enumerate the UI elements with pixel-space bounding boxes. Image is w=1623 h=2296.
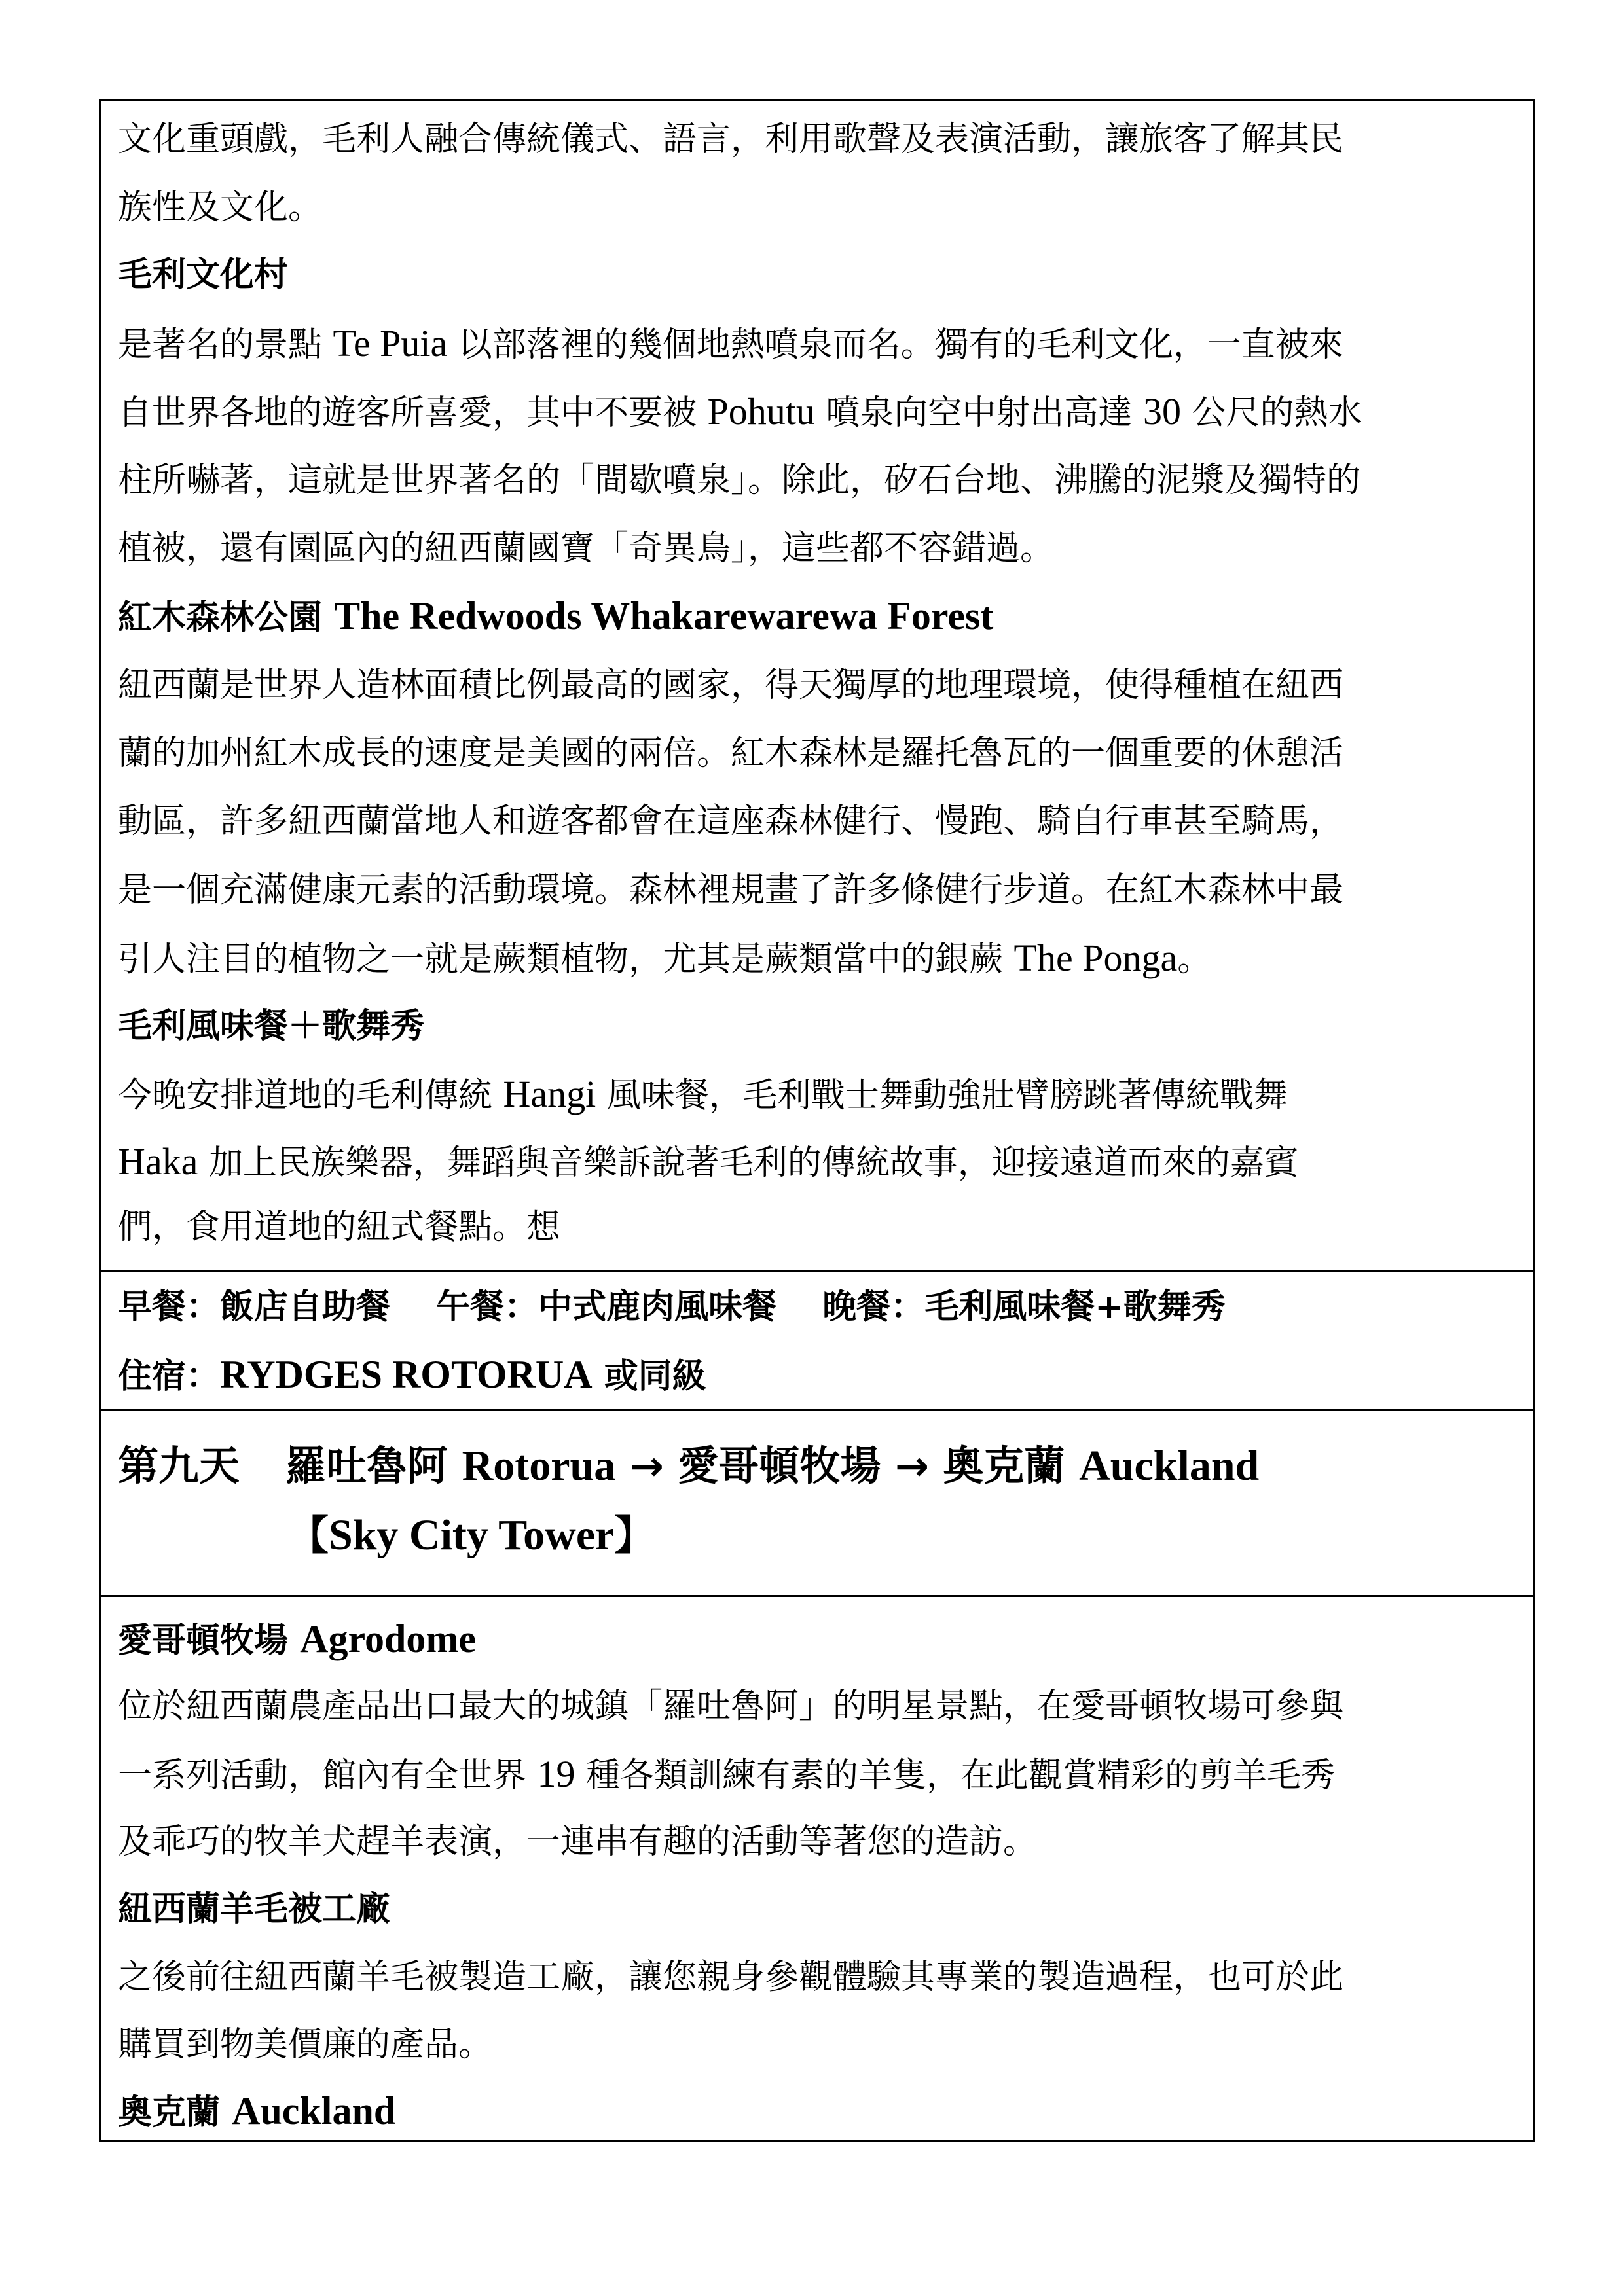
- redwoods-line-4: 是一個充滿健康元素的活動環境。森林裡規畫了許多條健行步道。在紅木森林中最: [118, 870, 1344, 910]
- auckland-title: 奧克蘭 Auckland: [118, 2089, 396, 2132]
- redwoods-line-5: 引人注目的植物之一就是蕨類植物，尤其是蕨類當中的銀蕨 The Ponga。: [118, 937, 1212, 979]
- maori-village-line-4: 植被，還有園區內的紐西蘭國寶「奇異鳥」，這些都不容錯過。: [118, 529, 1055, 568]
- maori-village-line-1: 是著名的景點 Te Puia 以部落裡的幾個地熱噴泉而名。獨有的毛利文化，一直被來: [118, 322, 1343, 365]
- dinner-show-title: 毛利風味餐＋歌舞秀: [118, 1007, 425, 1046]
- agrodome-line-3: 及乖巧的牧羊犬趕羊表演，一連串有趣的活動等著您的造訪。: [118, 1822, 1038, 1861]
- agrodome-line-2: 一系列活動，館內有全世界 19 種各類訓練有素的羊隻，在此觀賞精彩的剪羊毛秀: [118, 1753, 1336, 1795]
- hotel-line: 住宿：RYDGES ROTORUA 或同級: [118, 1353, 706, 1396]
- day-heading-line-1: 第九天 羅吐魯阿 Rotorua → 愛哥頓牧場 → 奧克蘭 Auckland: [118, 1442, 1260, 1490]
- intro-line-2: 族性及文化。: [118, 188, 323, 227]
- agrodome-line-1: 位於紐西蘭農產品出口最大的城鎮「羅吐魯阿」的明星景點，在愛哥頓牧場可參與: [118, 1687, 1344, 1726]
- dinner-show-line-2: Haka 加上民族樂器，舞蹈與音樂訴說著毛利的傳統故事，迎接遠道而來的嘉賓: [118, 1140, 1298, 1183]
- day-label: 第九天: [118, 1442, 240, 1490]
- wool-factory-line-1: 之後前往紐西蘭羊毛被製造工廠，讓您親身參觀體驗其專業的製造過程，也可於此: [118, 1958, 1344, 1997]
- itinerary-table: [99, 99, 1535, 2142]
- dinner-show-line-3: 們，食用道地的紐式餐點。想: [118, 1208, 561, 1247]
- day-heading-line-2: 【Sky City Tower】: [288, 1511, 655, 1559]
- redwoods-line-1: 紐西蘭是世界人造林面積比例最高的國家，得天獨厚的地理環境，使得種植在紐西: [118, 666, 1344, 705]
- maori-village-title: 毛利文化村: [118, 255, 289, 295]
- wool-factory-title: 紐西蘭羊毛被工廠: [118, 1890, 391, 1929]
- redwoods-line-3: 動區，許多紐西蘭當地人和遊客都會在這座森林健行、慢跑、騎自行車甚至騎馬，: [118, 802, 1344, 841]
- maori-village-line-3: 柱所嚇著，這就是世界著名的「間歇噴泉」。除此，矽石台地、沸騰的泥漿及獨特的: [118, 461, 1361, 500]
- intro-line-1: 文化重頭戲，毛利人融合傳統儀式、語言，利用歌聲及表演活動，讓旅客了解其民: [118, 120, 1344, 159]
- agrodome-title: 愛哥頓牧場 Agrodome: [118, 1617, 476, 1660]
- redwoods-title: 紅木森林公園 The Redwoods Whakarewarewa Forest: [118, 594, 994, 637]
- meals-section: [101, 1270, 1533, 1409]
- redwoods-line-2: 蘭的加州紅木成長的速度是美國的兩倍。紅木森林是羅托魯瓦的一個重要的休憩活: [118, 734, 1344, 773]
- attractions-section: [101, 101, 1533, 1270]
- day-heading-section: [101, 1409, 1533, 1595]
- meals-line: 早餐：飯店自助餐 午餐：中式鹿肉風味餐 晚餐：毛利風味餐+歌舞秀: [118, 1287, 1226, 1327]
- dinner-show-line-1: 今晚安排道地的毛利傳統 Hangi 風味餐，毛利戰士舞動強壯臂膀跳著傳統戰舞: [118, 1073, 1288, 1115]
- day9-attractions-section: [101, 1595, 1533, 2144]
- maori-village-line-2: 自世界各地的遊客所喜愛，其中不要被 Pohutu 噴泉向空中射出高達 30 公尺的熱水: [118, 390, 1362, 433]
- wool-factory-line-2: 購買到物美價廉的產品。: [118, 2025, 493, 2064]
